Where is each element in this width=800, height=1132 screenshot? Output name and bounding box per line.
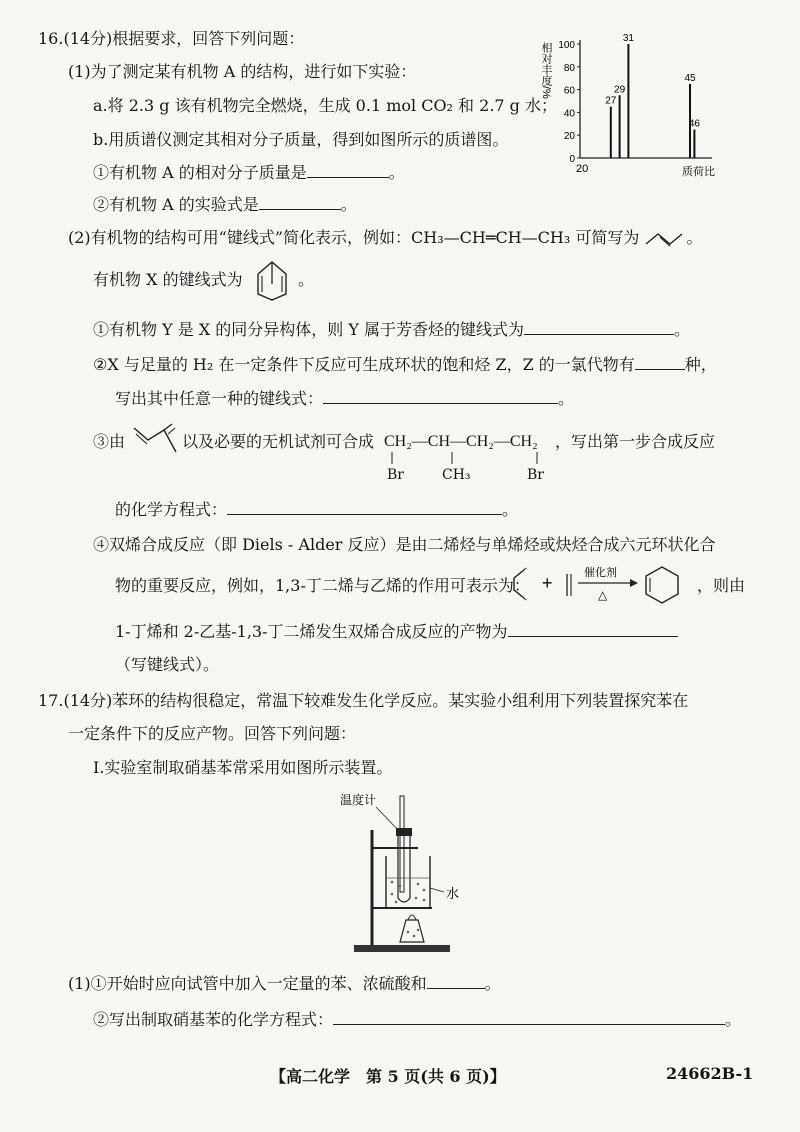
nitration-apparatus-illustration [340, 790, 490, 960]
q16-x-text: 有机物 X 的键线式为 [93, 270, 243, 289]
peak-label: 46 [688, 118, 700, 130]
formula-ch3: CH₃ [442, 467, 471, 483]
answer-blank[interactable] [259, 195, 341, 210]
peak-label: 27 [605, 95, 617, 107]
q17-sub1-text: (1)①开始时应向试管中加入一定量的苯、浓硫酸和 [68, 974, 427, 993]
peak-label: 45 [684, 72, 696, 84]
q16-sub1 [93, 163, 405, 183]
peak-label: 29 [614, 84, 626, 96]
q16-step-a: a.将 2.3 g 该有机物完全燃烧，生成 0.1 mol CO₂ 和 2.7 g 水； [93, 96, 558, 115]
period: 。 [340, 195, 357, 214]
q16-part2-text: (2)有机物的结构可用“键线式”简化表示，例如：CH₃—CH═CH—CH₃ 可简写为 [68, 228, 640, 247]
q17-header: 17.(14分)苯环的结构很稳定，常温下较难发生化学反应。某实验小组利用下列装置探究苯在 [38, 691, 689, 710]
period: 。 [502, 500, 519, 519]
isoprene-skeletal-icon [132, 422, 182, 462]
y-tick-label: 40 [563, 108, 575, 120]
period: 。 [674, 320, 691, 339]
period: 。 [686, 228, 703, 247]
q16-da-line3 [115, 622, 678, 642]
formula-br-left: Br [387, 467, 404, 483]
y-tick-label: 80 [563, 62, 575, 74]
chart-ylabel: 相对丰度/% [540, 42, 552, 99]
answer-blank[interactable] [427, 974, 485, 989]
thermometer-label: 温度计 [340, 793, 377, 807]
q16-sub2 [93, 195, 357, 215]
q16-part2 [68, 228, 702, 248]
q16-s3-eq-text: 的化学方程式： [115, 500, 228, 519]
q16-s3-eq [115, 500, 518, 520]
q16-step-b: b.用质谱仪测定其相对分子质量，得到如图所示的质谱图。 [93, 130, 509, 149]
q17-part1: Ⅰ.实验室制取硝基苯常采用如图所示装置。 [93, 758, 393, 777]
q16-z-question2 [115, 389, 574, 409]
butene-skeletal-icon [644, 231, 686, 247]
peak-label: 31 [622, 33, 634, 44]
answer-blank[interactable] [227, 500, 502, 515]
q16-y-text: ①有机物 Y 是 X 的同分异构体，则 Y 属于芳香烃的键线式为 [93, 320, 525, 339]
q16-s3-pre: ③由 [93, 432, 126, 451]
q16-x-line [93, 270, 243, 290]
period: 。 [388, 163, 405, 182]
x-start-label: 20 [576, 163, 589, 175]
q17-sub1 [68, 974, 501, 994]
formula-bonds [380, 450, 550, 466]
answer-blank[interactable] [323, 389, 558, 404]
answer-blank[interactable] [307, 163, 389, 178]
diels-alder-scheme [512, 562, 697, 606]
period: 。 [484, 974, 501, 993]
q16-z-text: ②X 与足量的 H₂ 在一定条件下反应可生成环状的饱和烃 Z，Z 的一氯代物有 [93, 355, 635, 374]
q16-z-question [93, 355, 717, 375]
y-tick-label: 0 [569, 154, 575, 165]
page-footer: 【高二化学 第 5 页(共 6 页)】 [270, 1067, 506, 1086]
q16-header: 16.(14分)根据要求，回答下列问题： [38, 29, 305, 48]
mass-spectrum-chart [540, 30, 740, 180]
q16-part1: (1)为了测定某有机物 A 的结构，进行如下实验： [68, 62, 417, 81]
q16-s3-mid: 以及必要的无机试剂可合成 [182, 432, 375, 451]
water-label: 水 [446, 886, 460, 901]
q17-header2: 一定条件下的反应产物。回答下列问题： [68, 724, 357, 743]
q16-z-unit: 种， [684, 355, 717, 374]
q16-da-line1: ④双烯合成反应（即 Diels - Alder 反应）是由二烯烃与单烯烃或炔烃合成六元环状化合 [93, 535, 716, 554]
q16-s3-post: ，写出第一步合成反应 [555, 432, 716, 451]
q16-da-line3-text: 1-丁烯和 2-乙基-1,3-丁二烯发生双烯合成反应的产物为 [115, 622, 508, 641]
formula-br-right: Br [527, 467, 544, 483]
heat-label: △ [598, 588, 608, 602]
q16-y-question [93, 320, 690, 340]
catalyst-label: 催化剂 [584, 567, 617, 579]
target-formula: CH₂—CH—CH₂—CH₂ [384, 433, 538, 450]
plus-sign: + [542, 573, 553, 593]
q17-sub2 [93, 1010, 741, 1030]
period: 。 [298, 270, 315, 289]
y-tick-label: 100 [558, 40, 575, 51]
q17-sub2-text: ②写出制取硝基苯的化学方程式： [93, 1010, 334, 1029]
q16-sub2-text: ②有机物 A 的实验式是 [93, 195, 259, 214]
spectrum-bars [605, 33, 700, 158]
period: 。 [558, 389, 575, 408]
y-tick-label: 60 [563, 85, 575, 97]
q16-da-post: ，则由 [697, 576, 746, 595]
y-tick-label: 20 [563, 131, 575, 143]
chart-xlabel: 质荷比 [682, 166, 715, 178]
y-ticks [558, 40, 580, 165]
period: 。 [725, 1010, 742, 1029]
norbornadiene-structure-icon [250, 256, 298, 304]
q16-sub1-text: ①有机物 A 的相对分子质量是 [93, 163, 307, 182]
answer-blank[interactable] [635, 355, 685, 370]
answer-blank[interactable] [508, 622, 678, 637]
q16-da-line4: （写键线式）。 [115, 655, 220, 674]
cyclohexene-icon [646, 567, 678, 603]
exam-code: 24662B-1 [666, 1064, 754, 1083]
answer-blank[interactable] [524, 320, 674, 335]
q16-da-line2: 物的重要反应，例如，1,3-丁二烯与乙烯的作用可表示为： [115, 576, 530, 595]
answer-blank[interactable] [333, 1010, 725, 1025]
q16-z-text2: 写出其中任意一种的键线式： [115, 389, 324, 408]
